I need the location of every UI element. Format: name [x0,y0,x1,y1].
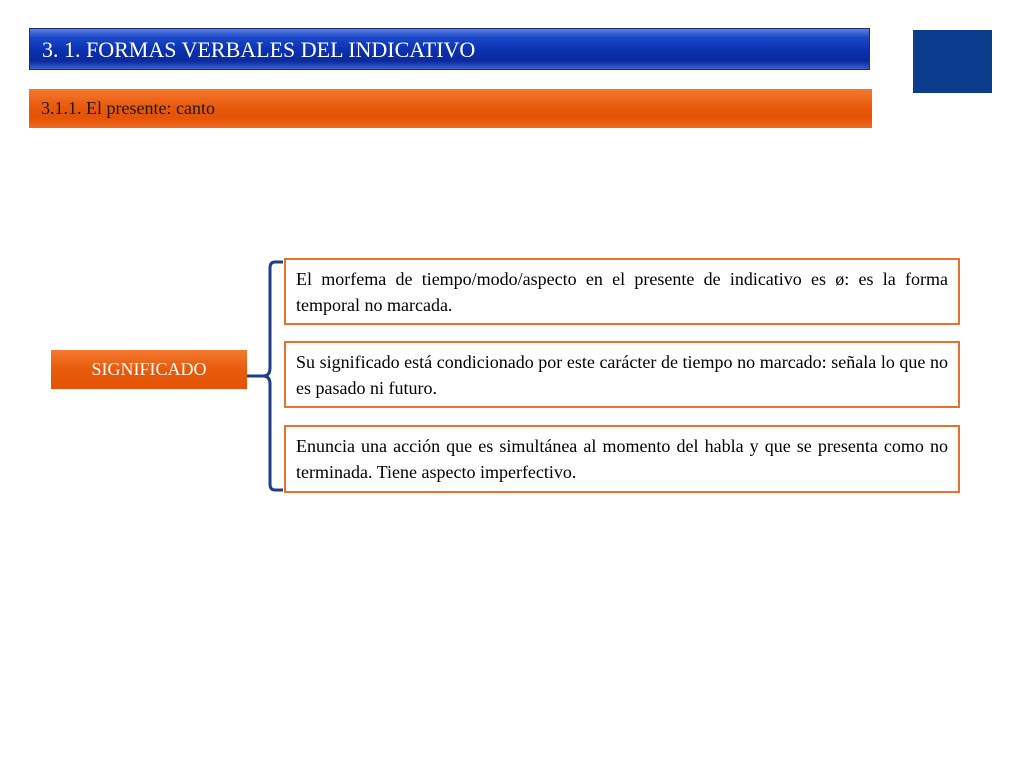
slide-title: 3. 1. FORMAS VERBALES DEL INDICATIVO [29,28,870,70]
point-box-3: Enuncia una acción que es simultánea al momento del habla y que se presenta como no terminada. Tiene aspecto imperfectivo. [284,425,960,493]
brace-connector [245,258,285,494]
slide-subtitle: 3.1.1. El presente: canto [29,89,872,128]
corner-square [913,30,992,93]
category-label: SIGNIFICADO [51,350,247,389]
point-box-1: El morfema de tiempo/modo/aspecto en el presente de indicativo es ø: es la forma temporal no marcada. [284,258,960,325]
point-box-2: Su significado está condicionado por este carácter de tiempo no marcado: señala lo que no es pasado ni futuro. [284,341,960,408]
